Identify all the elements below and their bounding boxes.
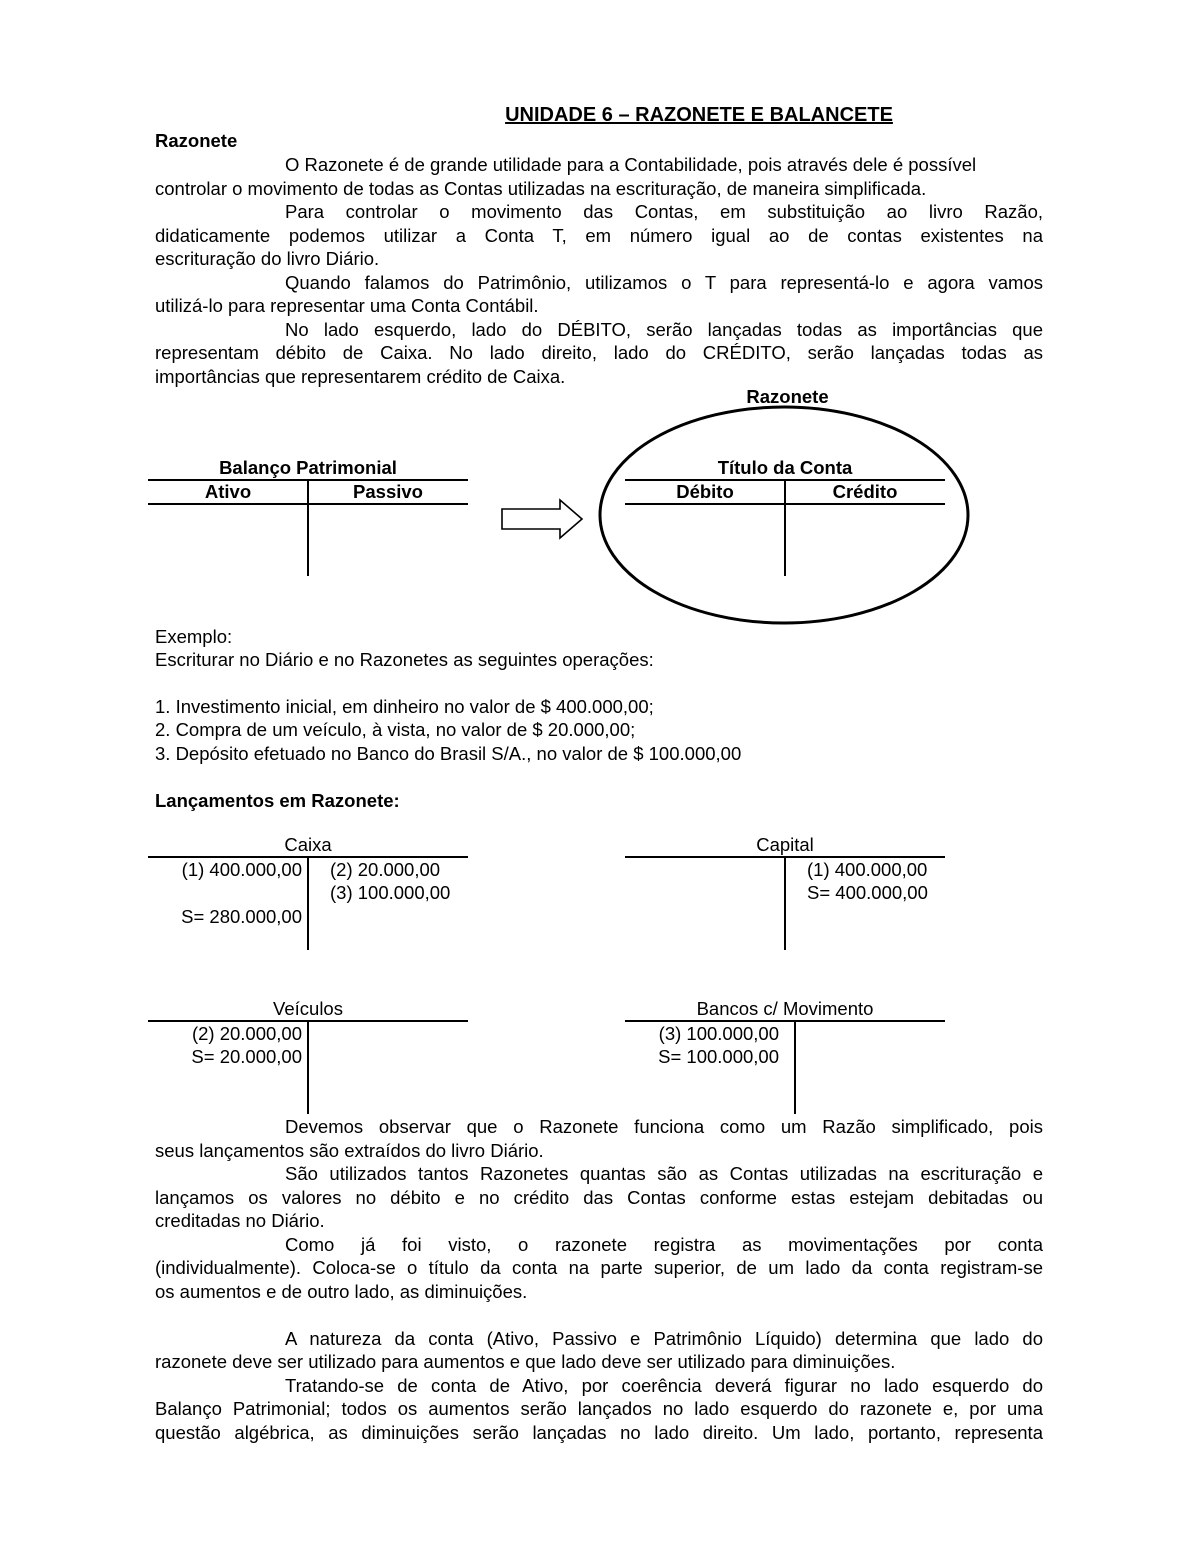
- exemplo-item-2: 2. Compra de um veículo, à vista, no valor de $ 20.000,00;: [155, 719, 636, 740]
- closing-p4-line-1: A natureza da conta (Ativo, Passivo e Patrimônio Líquido) determina que lado do: [285, 1328, 1043, 1349]
- arrow-right-icon: [498, 496, 586, 542]
- intro-line-5: escrituração do livro Diário.: [155, 248, 380, 269]
- conta-credito-label: Crédito: [832, 481, 898, 502]
- veiculos-debit-2: S= 20.000,00: [191, 1046, 302, 1067]
- intro-line-4: didaticamente podemos utilizar a Conta T, em número igual ao de contas existentes na: [155, 225, 1043, 246]
- closing-p2-line-2: lançamos os valores no débito e no crédito das Contas conforme estas estejam debitadas ou: [155, 1187, 1043, 1208]
- caixa-title: Caixa: [284, 834, 332, 855]
- conta-debito-label: Débito: [676, 481, 734, 502]
- capital-title: Capital: [756, 834, 814, 855]
- conta-title: Título da Conta: [717, 457, 853, 478]
- intro-line-3: Para controlar o movimento das Contas, em substituição ao livro Razão,: [285, 201, 1043, 222]
- bancos-debit-2: S= 100.000,00: [658, 1046, 779, 1067]
- closing-p3-line-2: (individualmente). Coloca-se o título da conta na parte superior, de um lado da conta registram-se: [155, 1257, 1043, 1278]
- caixa-debit-3: S= 280.000,00: [181, 906, 302, 927]
- exemplo-label: Exemplo:: [155, 626, 233, 647]
- razonete-label: Razonete: [746, 386, 829, 407]
- caixa-debit-1: (1) 400.000,00: [181, 859, 302, 880]
- capital-vertical-line: [784, 857, 786, 950]
- veiculos-vertical-line: [307, 1021, 309, 1114]
- closing-p4-line-5: questão algébrica, as diminuições serão lançadas no lado direito. Um lado, portanto, representa: [155, 1422, 1043, 1443]
- intro-line-1: O Razonete é de grande utilidade para a Contabilidade, pois através dele é possível: [285, 154, 977, 175]
- intro-line-6: Quando falamos do Patrimônio, utilizamos o T para representá-lo e agora vamos: [285, 272, 1043, 293]
- veiculos-debit-1: (2) 20.000,00: [191, 1023, 302, 1044]
- exemplo-item-3: 3. Depósito efetuado no Banco do Brasil S/A., no valor de $ 100.000,00: [155, 743, 742, 764]
- capital-credit-1: (1) 400.000,00: [807, 859, 928, 880]
- intro-line-10: importâncias que representarem crédito de Caixa.: [155, 366, 566, 387]
- balanco-title: Balanço Patrimonial: [219, 457, 397, 478]
- balanco-ativo-label: Ativo: [204, 481, 252, 502]
- balanco-passivo-label: Passivo: [353, 481, 423, 502]
- closing-p4-line-3: Tratando-se de conta de Ativo, por coerência deverá figurar no lado esquerdo do: [285, 1375, 1043, 1396]
- exemplo-instruction: Escriturar no Diário e no Razonetes as seguintes operações:: [155, 649, 654, 670]
- intro-line-8: No lado esquerdo, lado do DÉBITO, serão lançadas todas as importâncias que: [285, 319, 1043, 340]
- bancos-vertical-line: [794, 1021, 796, 1114]
- bancos-title: Bancos c/ Movimento: [696, 998, 874, 1019]
- veiculos-title: Veículos: [273, 998, 343, 1019]
- closing-p3-line-1: Como já foi visto, o razonete registra as movimentações por conta: [285, 1234, 1043, 1255]
- conta-vertical-line: [784, 480, 786, 576]
- closing-p4-line-4: Balanço Patrimonial; todos os aumentos serão lançados no lado esquerdo do razonete e, por uma: [155, 1398, 1043, 1419]
- closing-p2-line-1: São utilizados tantos Razonetes quantas são as Contas utilizadas na escrituração e: [285, 1163, 1043, 1184]
- lancamentos-heading: Lançamentos em Razonete:: [155, 790, 400, 811]
- section-heading: Razonete: [155, 130, 238, 151]
- intro-line-2: controlar o movimento de todas as Contas utilizadas na escrituração, de maneira simplificada.: [155, 178, 927, 199]
- bancos-debit-1: (3) 100.000,00: [658, 1023, 779, 1044]
- page-title: UNIDADE 6 – RAZONETE E BALANCETE: [505, 104, 893, 126]
- closing-p1-line-1: Devemos observar que o Razonete funciona como um Razão simplificado, pois: [285, 1116, 1043, 1137]
- intro-line-9: representam débito de Caixa. No lado direito, lado do CRÉDITO, serão lançadas todas as: [155, 342, 1043, 363]
- exemplo-item-1: 1. Investimento inicial, em dinheiro no valor de $ 400.000,00;: [155, 696, 654, 717]
- capital-credit-2: S= 400.000,00: [807, 882, 928, 903]
- closing-p3-line-3: os aumentos e de outro lado, as diminuições.: [155, 1281, 528, 1302]
- closing-p1-line-2: seus lançamentos são extraídos do livro Diário.: [155, 1140, 544, 1161]
- caixa-vertical-line: [307, 857, 309, 950]
- caixa-credit-2: (3) 100.000,00: [330, 882, 451, 903]
- balanco-vertical-line: [307, 480, 309, 576]
- closing-p4-line-2: razonete deve ser utilizado para aumentos e que lado deve ser utilizado para diminuições.: [155, 1351, 896, 1372]
- caixa-credit-1: (2) 20.000,00: [330, 859, 441, 880]
- intro-line-7: utilizá-lo para representar uma Conta Contábil.: [155, 295, 539, 316]
- closing-p2-line-3: creditadas no Diário.: [155, 1210, 325, 1231]
